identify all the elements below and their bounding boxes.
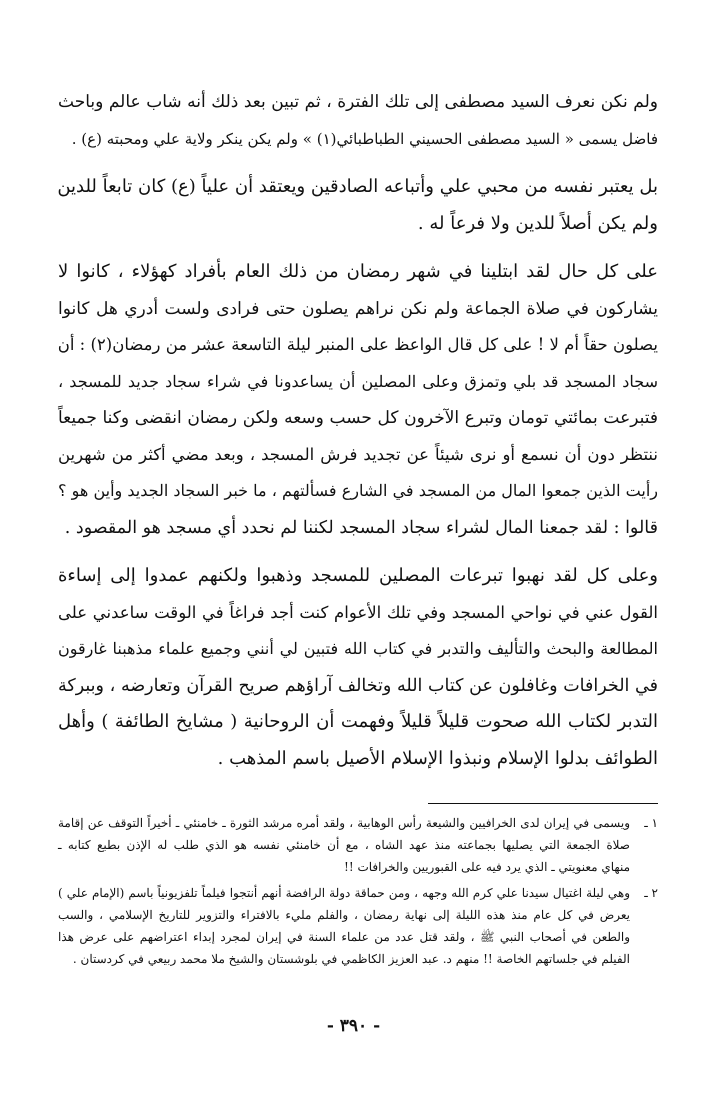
paragraph [58,169,658,242]
text-line: يشاركون في صلاة الجماعة ولم نكن نراهم يصلون حتى فرادى ولست أدري هل كانوا [58,298,658,319]
text-line: في الخرافات وغافلون عن كتاب الله وتخالف آراؤهم صريح القرآن وتعارضه ، وببركة [58,675,658,696]
footnote-line: منهاي معنويتي ـ الذي يرد فيه على القبوريين والخرافات !! [344,860,630,874]
text-line: المطالعة والبحث والتأليف والتدبر في كتاب الله فتبين لي أنني وجميع علماء مذهبنا غارقون [58,639,658,658]
text-line: ولم يكن أصلاً للدين ولا فرعاً له . [417,212,658,234]
footnotes [58,812,658,974]
text-line: قالوا : لقد جمعنا المال لشراء سجاد المسجد لكننا لم نحدد أي مسجد هو المقصود . [64,517,658,538]
footnote-line: الفيلم في جلساتهم الخاصة !! منهم د. عبد العزيز الكاظمي في بلوشستان والشيخ ملا محمد ربيعي في كردستان . [72,952,630,966]
text-line: سجاد المسجد قد بلي وتمزق وعلى المصلين أن يساعدونا في شراء سجاد جديد للمسجد ، [58,371,658,391]
paragraph [58,84,658,157]
page-number: - ٣٩٠ - [326,1016,381,1036]
footnote-line: وهي ليلة اغتيال سيدنا علي كرم الله وجهه ، ومن حماقة دولة الرافضة أنهم أنتجوا فيلماً تلفزيونياً باسم (الإمام علي ) [58,886,630,900]
main-text [58,84,658,777]
footnote-number: ١ ـ [644,816,658,830]
text-line: ننتظر دون أن نسمع أو نرى شيئاً عن تجديد فرش المسجد ، وبعد مضي أكثر من شهرين [58,444,658,464]
text-line: القول عني في نواحي المسجد وفي تلك الأعوام كنت أجد فراغاً في الوقت ساعدني على [58,602,658,622]
footnote-line: يعرض في كل عام منذ هذه الليلة إلى نهاية رمضان ، والفلم مليء بالافتراء والتزوير للتاريخ الإسلامي ، والسب [58,908,630,922]
footnote-line: والطعن في أصحاب النبي ﷺ ، ولقد قتل عدد من علماء السنة في إيران لمجرد إبداء اعتراضهم على عرض هذا [58,930,630,944]
footnote-number: ٢ ـ [644,886,658,900]
footnote [58,812,658,878]
footnote-text [58,812,630,878]
text-line: رأيت الذين جمعوا المال من المسجد في الشارع فسألتهم ، ما خبر السجاد الجديد وأين هو ؟ [58,481,658,500]
text-line: وعلى كل لقد نهبوا تبرعات المصلين للمسجد وذهبوا ولكنهم عمدوا إلى إساءة [58,565,658,586]
footnote-divider [428,803,658,804]
text-line: يصلون حقاً أم لا ! على كل قال الواعظ على المنبر ليلة التاسعة عشر من رمضان(٢) : أن [57,335,658,354]
text-line: بل يعتبر نفسه من محبي علي وأتباعه الصادقين ويعتقد أن علياً (ع) كان تابعاً للدين [57,176,658,197]
paragraph [58,254,658,546]
text-line: على كل حال لقد ابتلينا في شهر رمضان من ذلك العام بأفراد كهؤلاء ، كانوا لا [58,261,658,282]
footnote-line: صلاة الجمعة التي يصليها بجماعته منذ عهد الشاه ، مع أن خامنئي نفسه هو الذي طلب له الإذن بطبع كتابه ـ [58,838,630,852]
text-line: التدبر لكتاب الله صحوت قليلاً قليلاً وفهمت أن الروحانية ( مشايخ الطائفة ) وأهل [58,711,658,732]
footnote-line: ويسمى في إيران لدى الخرافيين والشيعة رأس الوهابية ، ولقد أمره مرشد الثورة ـ خامنئي ـ أخيراً التوقف عن إقامة [58,816,630,830]
footnote [58,882,658,970]
text-line: فاضل يسمى « السيد مصطفى الحسيني الطباطبائي(١) » ولم يكن ينكر ولاية علي ومحبته (ع) . [71,129,658,148]
text-line: الطوائف بدلوا الإسلام ونبذوا الإسلام الأصيل باسم المذهب . [217,747,658,769]
text-line: ولم نكن نعرف السيد مصطفى إلى تلك الفترة ، ثم تبين بعد ذلك أنه شاب عالم وباحث [58,92,658,112]
paragraph [58,558,658,777]
text-line: فتبرعت بمائتي تومان وتبرع الآخرون كل حسب وسعه ولكن رمضان انقضى وكنا جميعاً [58,408,658,428]
footnote-text [58,882,630,970]
